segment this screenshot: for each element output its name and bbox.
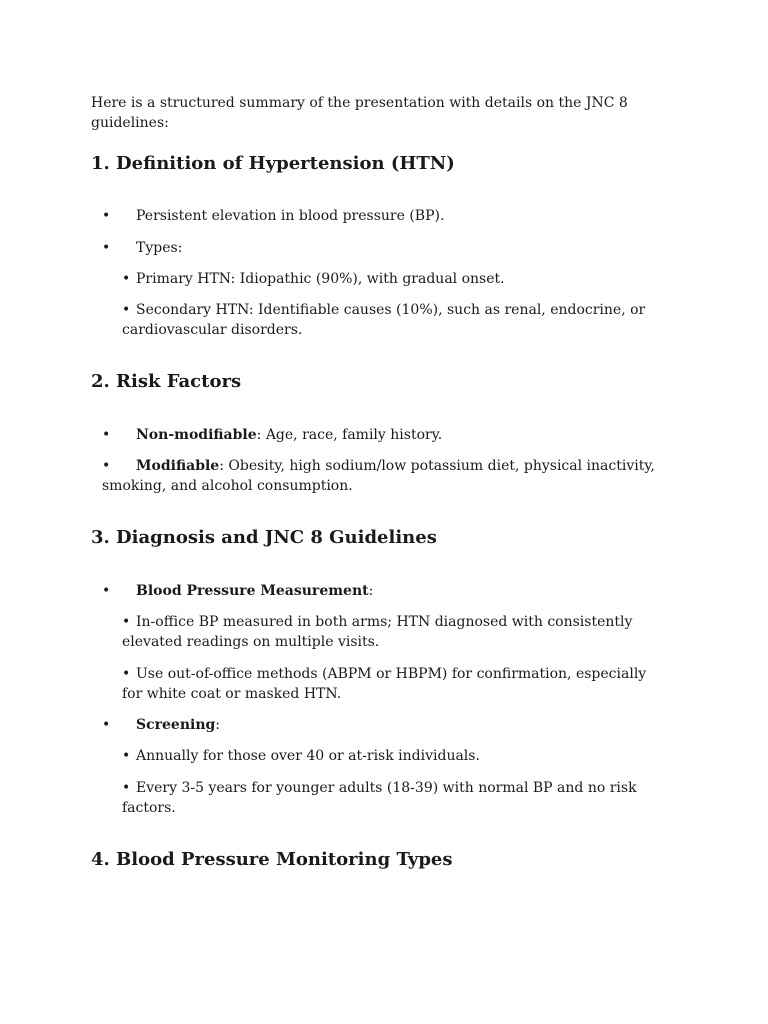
sub-bullet-icon: • xyxy=(122,780,131,796)
bullet-icon: • xyxy=(102,717,111,733)
bullet-icon: • xyxy=(102,458,111,474)
bullet-icon: • xyxy=(102,208,111,224)
s3-sub-bullet-3: Annually for those over 40 or at-risk individuals. xyxy=(136,748,480,764)
sub-bullet-icon: • xyxy=(122,748,131,764)
bullet-icon: • xyxy=(102,583,111,599)
sub-bullet-icon: • xyxy=(122,302,131,318)
sub-bullet-icon: • xyxy=(122,666,131,682)
section-1-heading: 1. Definition of Hypertension (HTN) xyxy=(91,153,455,174)
s3-bullet-1 xyxy=(136,581,676,601)
s3-sub-bullet-1: In-office BP measured in both arms; HTN diagnosed with consistently elevated readings on multiple visits. xyxy=(122,614,633,650)
s3-bullet-2-text: : xyxy=(215,717,221,733)
section-3-heading: 3. Diagnosis and JNC 8 Guidelines xyxy=(91,527,437,548)
intro-paragraph: Here is a structured summary of the presentation with details on the JNC 8 guidelines: xyxy=(91,95,628,131)
s3-sub-bullet-4: Every 3-5 years for younger adults (18-39) with normal BP and no risk factors. xyxy=(122,780,637,816)
s3-bullet-2-label: Screening xyxy=(136,717,216,733)
s1-bullet-1: Persistent elevation in blood pressure (BP). xyxy=(136,208,445,224)
s3-bullet-1-text: : xyxy=(368,583,374,599)
s2-bullet-2-text: : Obesity, high sodium/low potassium diet, physical inactivity, smoking, and alcohol consumption. xyxy=(102,458,655,494)
s2-bullet-1-label: Non-modifiable xyxy=(136,427,257,443)
s1-sub-bullet-1: Primary HTN: Idiopathic (90%), with gradual onset. xyxy=(136,271,505,287)
bullet-icon: • xyxy=(102,240,111,256)
sub-bullet-icon: • xyxy=(122,614,131,630)
section-4-heading: 4. Blood Pressure Monitoring Types xyxy=(91,849,453,870)
s1-bullet-2: Types: xyxy=(136,240,183,256)
s2-bullet-2-label: Modifiable xyxy=(136,458,220,474)
s2-bullet-1 xyxy=(136,425,676,445)
sub-bullet-icon: • xyxy=(122,271,131,287)
s3-bullet-2 xyxy=(136,715,676,735)
s2-bullet-2 xyxy=(102,456,657,496)
s1-sub-bullet-2: Secondary HTN: Identifiable causes (10%), such as renal, endocrine, or cardiovascular disorders. xyxy=(122,302,646,338)
section-2-heading: 2. Risk Factors xyxy=(91,371,242,392)
s3-sub-bullet-2: Use out-of-office methods (ABPM or HBPM) for confirmation, especially for white coat or masked HTN. xyxy=(122,666,647,702)
bullet-icon: • xyxy=(102,427,111,443)
s3-bullet-1-label: Blood Pressure Measurement xyxy=(136,583,369,599)
s2-bullet-1-text: : Age, race, family history. xyxy=(256,427,443,443)
